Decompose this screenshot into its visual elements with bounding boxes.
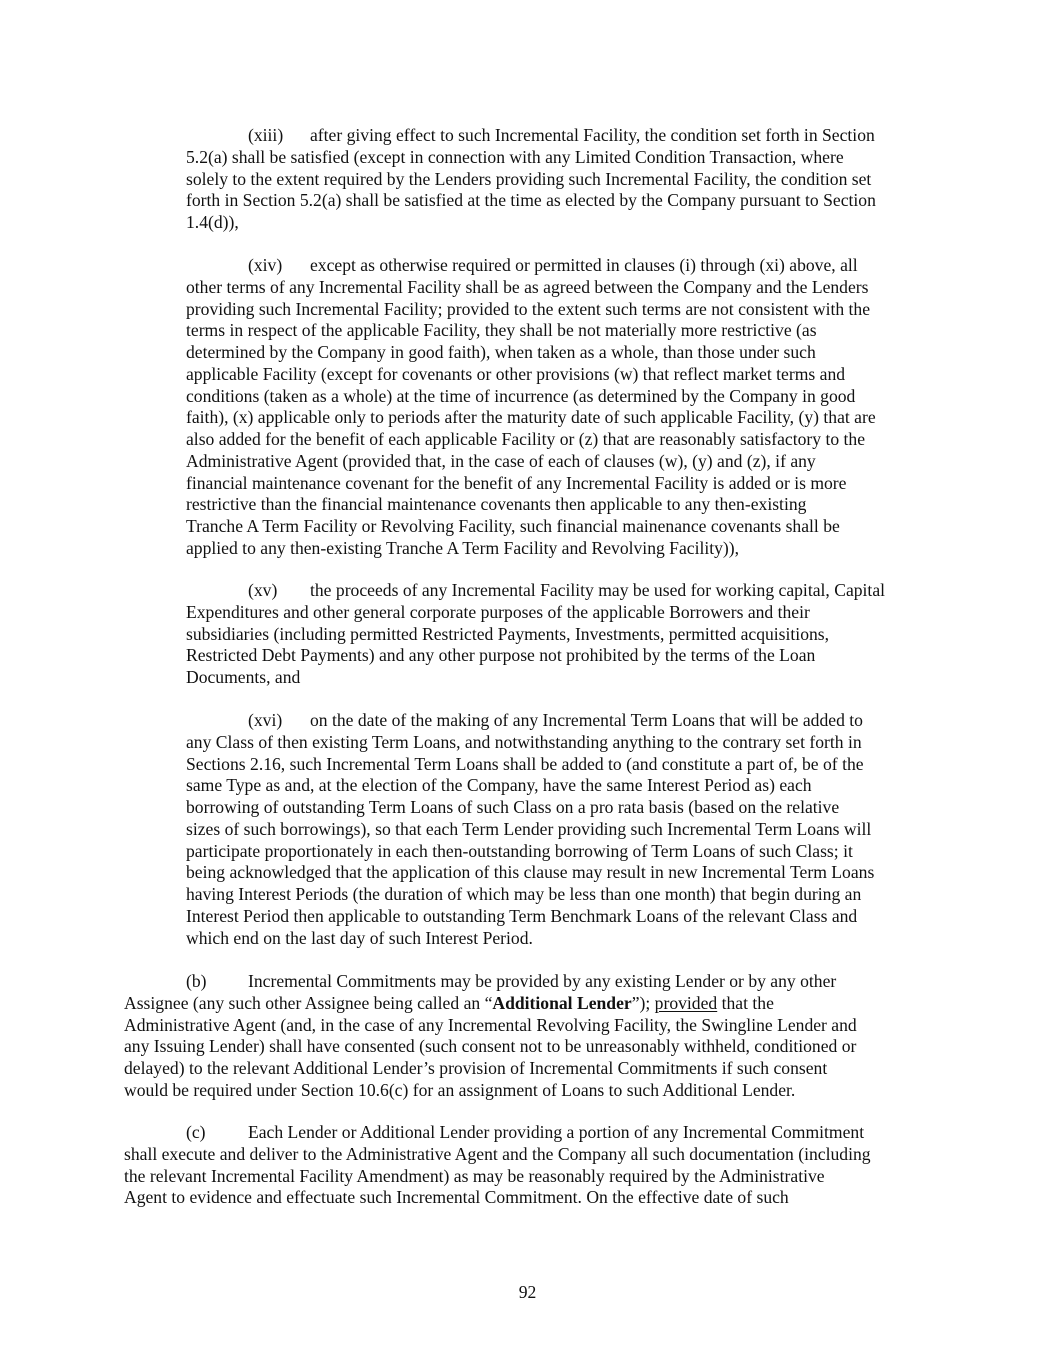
- clause-line: [186, 710, 874, 732]
- clause-line: sizes of such borrowings), so that each Term Lender providing such Incremental Term Loans will: [186, 818, 872, 839]
- underlined-term: provided: [654, 992, 718, 1013]
- clause-text: the proceeds of any Incremental Facility may be used for working capital, Capital: [310, 580, 886, 600]
- clause-line: Expenditures and other general corporate purposes of the applicable Borrowers and their: [186, 601, 810, 622]
- clause-line: Restricted Debt Payments) and any other purpose not prohibited by the terms of the Loan: [186, 645, 816, 666]
- section-line: [124, 1122, 871, 1144]
- clause-line: terms in respect of the applicable Facility, they shall be not materially more restrictive (as: [186, 320, 817, 341]
- clause-line: also added for the benefit of each applicable Facility or (z) that are reasonably satisfactory to the: [186, 429, 866, 449]
- section-text: Incremental Commitments may be provided by any existing Lender or by any other: [248, 971, 837, 991]
- clause-line: applicable Facility (except for covenants or other provisions (w) that reflect market terms and: [186, 363, 846, 384]
- section-line: [124, 993, 857, 1015]
- clause-line: faith), (x) applicable only to periods after the maturity date of such applicable Facility, (y) that are: [186, 407, 876, 428]
- clause-line: same Type as and, at the election of the Company, have the same Interest Period as) each: [186, 775, 812, 796]
- clause-label: (xiv): [248, 255, 283, 275]
- section-line: Administrative Agent (and, in the case of any Incremental Revolving Facility, the Swingline Lender and: [124, 1014, 857, 1035]
- section-b: [124, 971, 857, 1102]
- clause-line: Tranche A Term Facility or Revolving Facility, such financial mainenance covenants shall be: [186, 516, 840, 536]
- clause-line: [186, 255, 876, 277]
- clause-label: (xvi): [248, 710, 283, 730]
- section-line: would be required under Section 10.6(c) for an assignment of Loans to such Additional Lender.: [124, 1079, 796, 1100]
- clause-line: providing such Incremental Facility; provided to the extent such terms are not consistent with the: [186, 298, 871, 319]
- clause-line: Sections 2.16, such Incremental Term Loans shall be added to (and constitute a part of, be of the: [186, 753, 864, 774]
- clause-line: participate proportionately in each then-outstanding borrowing of Term Loans of such Class; it: [186, 840, 853, 861]
- section-text: Assignee (any such other Assignee being called an “: [124, 992, 493, 1013]
- clause-line: subsidiaries (including permitted Restricted Payments, Investments, permitted acquisitions,: [186, 623, 830, 644]
- clause-text: on the date of the making of any Incremental Term Loans that will be added to: [310, 710, 863, 730]
- clause-line: 1.4(d)),: [186, 212, 239, 232]
- clause-label: (xiii): [248, 125, 284, 145]
- clause-line: determined by the Company in good faith), when taken as a whole, than those under such: [186, 342, 816, 362]
- clause-line: which end on the last day of such Interest Period.: [186, 927, 533, 948]
- clause-xiii: [186, 125, 876, 234]
- section-line: Agent to evidence and effectuate such Incremental Commitment. On the effective date of such: [124, 1187, 789, 1208]
- clause-label: (xv): [248, 580, 278, 600]
- clause-line: being acknowledged that the application of this clause may result in new Incremental Term Loans: [186, 862, 875, 883]
- clause-line: borrowing of outstanding Term Loans of such Class on a pro rata basis (based on the relative: [186, 797, 840, 817]
- clause-line: Interest Period then applicable to outstanding Term Benchmark Loans of the relevant Class and: [186, 905, 858, 926]
- clause-xiv: [186, 255, 876, 560]
- section-line: delayed) to the relevant Additional Lender’s provision of Incremental Commitments if such consent: [124, 1058, 828, 1078]
- section-text: ”);: [631, 992, 655, 1013]
- clause-line: conditions (taken as a whole) at the time of incurrence (as determined by the Company in good: [186, 385, 856, 406]
- page-number: 92: [518, 1282, 537, 1302]
- clause-line: 5.2(a) shall be satisfied (except in connection with any Limited Condition Transaction, where: [186, 146, 844, 167]
- section-label: (c): [186, 1122, 206, 1142]
- clause-line: having Interest Periods (the duration of which may be less than one month) that begin during an: [186, 884, 862, 904]
- clause-line: financial maintenance covenant for the benefit of any Incremental Facility is added or is more: [186, 472, 847, 493]
- clause-xvi: [186, 710, 874, 949]
- clause-line: Documents, and: [186, 667, 301, 687]
- section-line: shall execute and deliver to the Administrative Agent and the Company all such documentation (including: [124, 1143, 871, 1164]
- section-text: Each Lender or Additional Lender providing a portion of any Incremental Commitment: [248, 1122, 865, 1142]
- section-c: [124, 1122, 871, 1209]
- clause-line: restrictive than the financial maintenance covenants then applicable to any then-existing: [186, 494, 807, 515]
- clause-line: any Class of then existing Term Loans, and notwithstanding anything to the contrary set forth in: [186, 731, 862, 752]
- defined-term: Additional Lender: [492, 992, 632, 1013]
- clause-line: forth in Section 5.2(a) shall be satisfied at the time as elected by the Company pursuant to Section: [186, 190, 876, 211]
- section-text: that the: [717, 992, 774, 1013]
- clause-line: applied to any then-existing Tranche A Term Facility and Revolving Facility)),: [186, 537, 740, 558]
- clause-text: except as otherwise required or permitted in clauses (i) through (xi) above, all: [310, 255, 858, 275]
- section-line: any Issuing Lender) shall have consented (such consent not to be unreasonably withheld, conditioned or: [124, 1036, 857, 1057]
- section-label: (b): [186, 971, 207, 991]
- clause-line: [186, 580, 885, 602]
- clause-line: [186, 125, 876, 147]
- clause-line: Administrative Agent (provided that, in the case of each of clauses (w), (y) and (z), if any: [186, 450, 816, 471]
- section-line: [124, 971, 857, 993]
- clause-text: after giving effect to such Incremental Facility, the condition set forth in Section: [310, 125, 875, 145]
- section-line: the relevant Incremental Facility Amendment) as may be reasonably required by the Administrative: [124, 1165, 825, 1186]
- clause-line: solely to the extent required by the Lenders providing such Incremental Facility, the condition set: [186, 168, 872, 189]
- clause-xv: [186, 580, 885, 689]
- clause-line: other terms of any Incremental Facility shall be as agreed between the Company and the Lenders: [186, 276, 869, 297]
